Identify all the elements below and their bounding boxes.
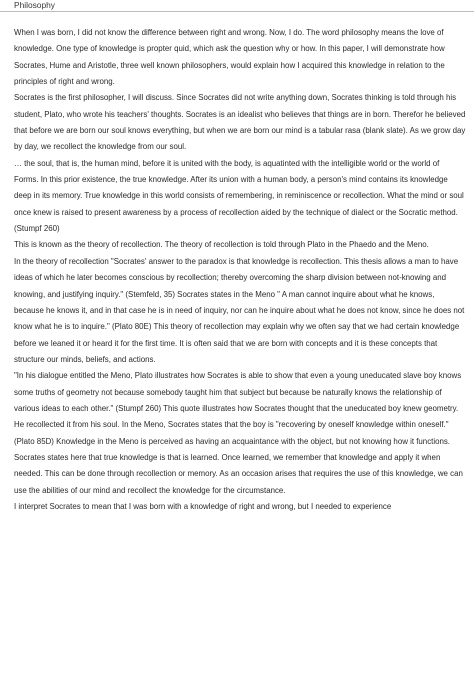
paragraph: This is known as the theory of recollection. The theory of recollection is told through Plato in the Phaedo and the Meno. xyxy=(14,240,429,250)
paragraph: In the theory of recollection "Socrates' answer to the paradox is that knowledge is recollection. This thesis allows a man to have ideas of which he later becomes conscious by recollection; thereby overcoming the sharp division between not-knowing and knowing, and justifying inquiry." (Stemfeld, 35) Socrates states in the Meno " A man cannot inquire about what he knows, because he knows it, and in that case he is in need of inquiry, nor can he inquire about what he does not know, since he does not know what he is to inquire." (Plato 80E) This theory of recollection may explain why we often say that we had certain knowledge before we leaned it or heard it for the first time. It is often said that we are born with concepts and it is these concepts that structure our minds, beliefs, and actions. xyxy=(14,256,465,364)
paragraph: Socrates is the first philosopher, I will discuss. Since Socrates did not write anything down, Socrates thinking is told through his student, Plato, who wrote his teachers' thoughts. Socrates is an idealist who believes that things are in born. Therefor he believed that before we are born our soul knows everything, but when we are born our mind is a tabular rasa (blank slate). As we grow day by day, we recollect the knowledge from our soul. xyxy=(14,93,466,152)
block-quote: … the soul, that is, the human mind, before it is united with the body, is aquatinted with the intelligible world or the world of Forms. In this prior existence, the true knowledge. After its union with a human body, a person's mind contains its knowledge deep in its memory. True knowledge in this world consists of remembering, in reminiscence or recollection. What the mind or soul once knew is raised to present awareness by a process of recollection aided by the technique of dialect or the Socratic method. (Stumpf 260) xyxy=(14,158,464,234)
body-text xyxy=(14,25,466,515)
header-divider xyxy=(0,11,474,12)
paragraph: When I was born, I did not know the difference between right and wrong. Now, I do. The word philosophy means the love of knowledge. One type of knowledge is propter quid, which ask the question why or how. In this paper, I will demonstrate how Socrates, Hume and Aristotle, three well known philosophers, would explain how I acquired this knowledge in relation to the principles of right and wrong. xyxy=(14,28,445,87)
paragraph: I interpret Socrates to mean that I was born with a knowledge of right and wrong, but I needed to experience xyxy=(14,501,392,511)
paragraph: "In his dialogue entitled the Meno, Plato illustrates how Socrates is able to show that even a young uneducated slave boy knows some truths of geometry not because somebody taught him that subject but because be naturally knows the relationship of various ideas to each other." (Stumpf 260) This quote illustrates how Socrates thought that the uneducated boy knew geometry. He recollected it from his soul. In the Meno, Socrates states that the boy is "recovering by oneself knowledge within oneself." (Plato 85D) Knowledge in the Meno is perceived as having an acquaintance with the object, but not knowing how it functions. Socrates states here that true knowledge is that is learned. Once learned, we remember that knowledge and apply it when needed. This can be done through recollection or memory. As an occasion arises that requires the use of this knowledge, we can use the abilities of our mind and recollect the knowledge for the circumstance. xyxy=(14,371,463,495)
page-title: Philosophy xyxy=(14,0,55,10)
